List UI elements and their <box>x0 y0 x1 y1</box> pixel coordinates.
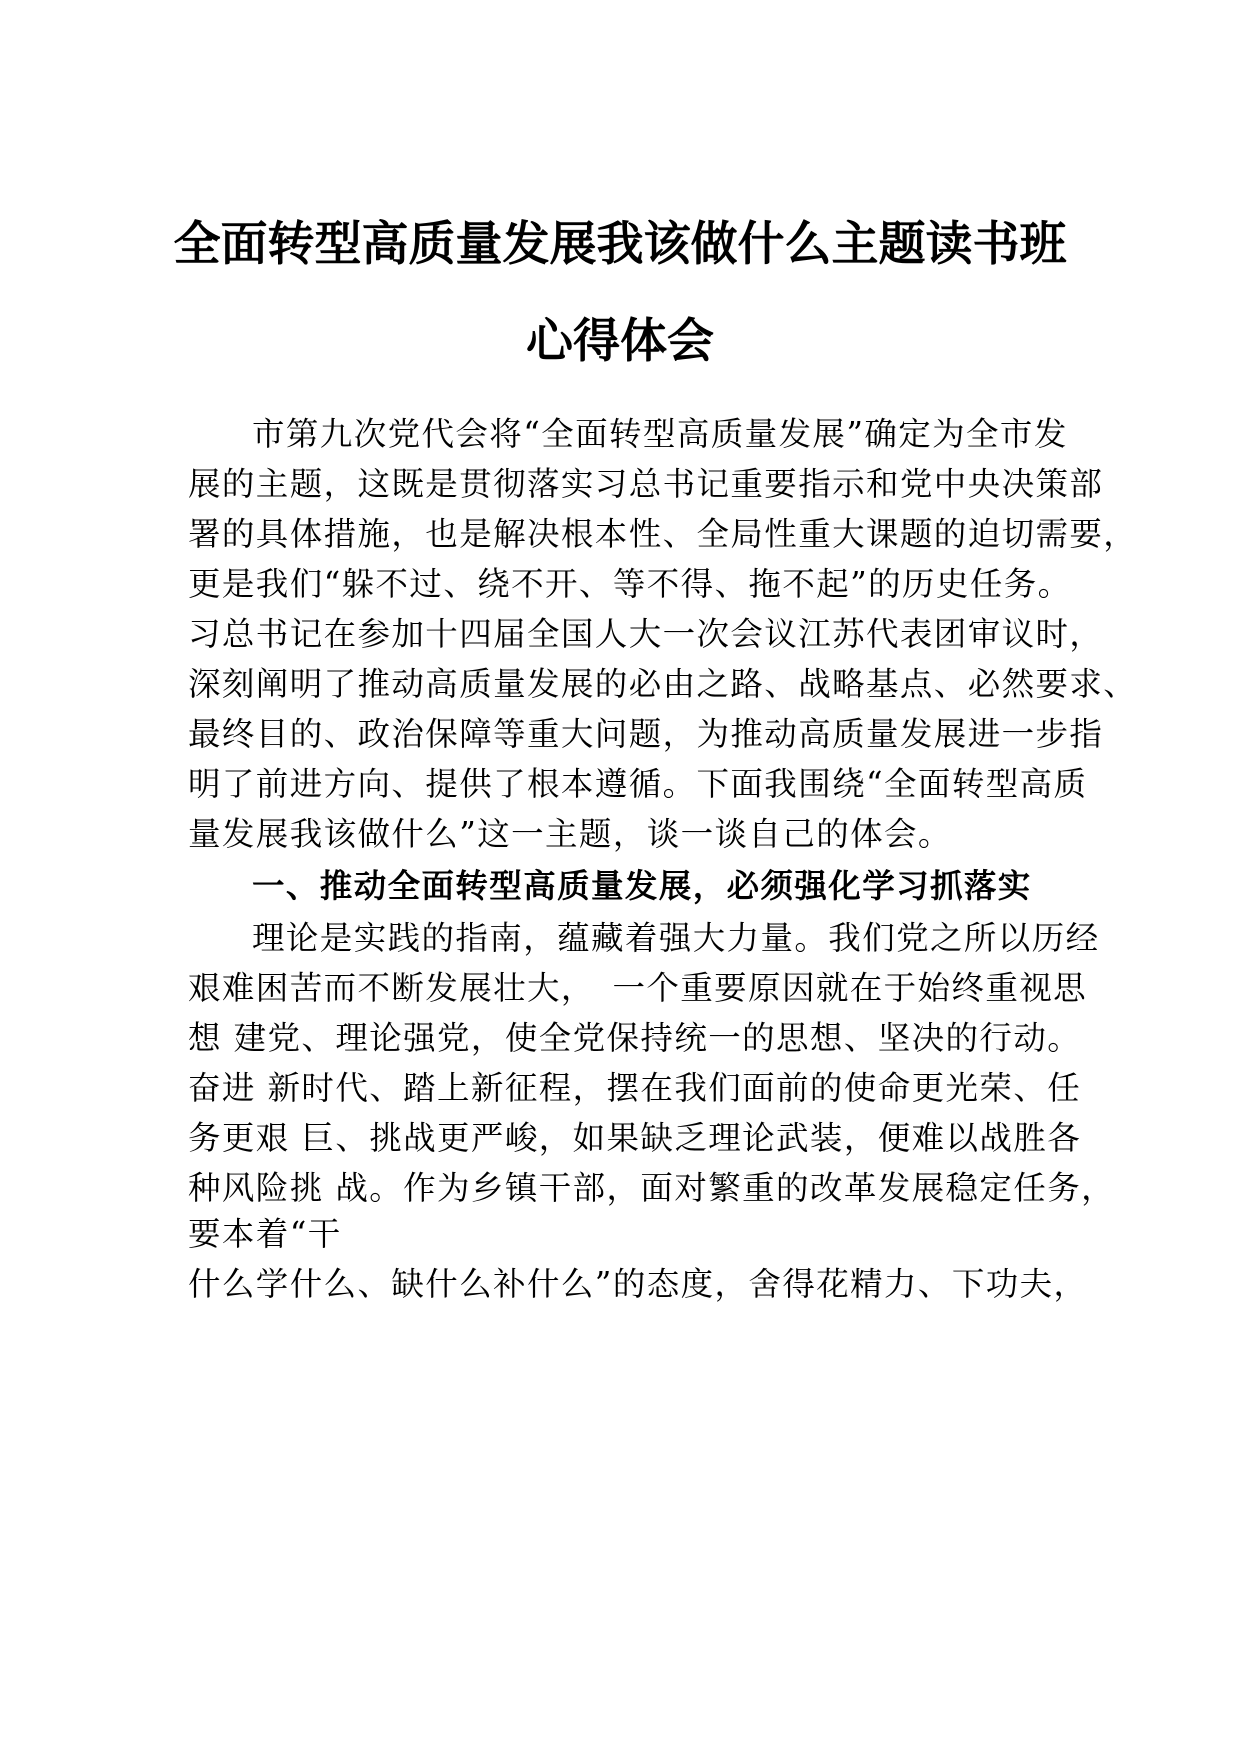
paragraph-line: 艰难困苦而不断发展壮大， 一个重要原因就在于始终重视思 <box>188 969 1088 1007</box>
paragraph-line: 署的具体措施，也是解决根本性、全局性重大课题的迫切需要， <box>188 515 1138 553</box>
paragraph-line: 什么学什么、缺什么补什么”的态度，舍得花精力、下功夫， <box>188 1265 1088 1303</box>
paragraph-line: 市第九次党代会将“全面转型高质量发展”确定为全市发 <box>252 415 1068 453</box>
paragraph-line: 要本着“干 <box>188 1215 342 1253</box>
paragraph-line: 奋进 新时代、踏上新征程，摆在我们面前的使命更光荣、任 <box>188 1069 1082 1107</box>
paragraph-line: 量发展我该做什么”这一主题，谈一谈自己的体会。 <box>188 815 952 853</box>
paragraph-line: 理论是实践的指南，蕴藏着强大力量。我们党之所以历经 <box>252 919 1100 957</box>
document-title-line-1: 全面转型高质量发展我该做什么主题读书班 <box>173 217 1067 272</box>
paragraph-line: 务更艰 巨、挑战更严峻，如果缺乏理论武装，便难以战胜各 <box>188 1119 1082 1157</box>
paragraph-line: 展的主题，这既是贯彻落实习总书记重要指示和党中央决策部 <box>188 465 1104 503</box>
section-heading: 一、推动全面转型高质量发展，必须强化学习抓落实 <box>252 866 1032 905</box>
paragraph-line: 想 建党、理论强党，使全党保持统一的思想、坚决的行动。 <box>188 1019 1082 1057</box>
paragraph-line: 最终目的、政治保障等重大问题，为推动高质量发展进一步指 <box>188 715 1104 753</box>
document-title-line-2: 心得体会 <box>526 314 714 369</box>
paragraph-line: 更是我们“躲不过、绕不开、等不得、拖不起”的历史任务。 <box>188 565 1072 603</box>
paragraph-line: 深刻阐明了推动高质量发展的必由之路、战略基点、必然要求、 <box>188 665 1138 703</box>
paragraph-line: 种风险挑 战。作为乡镇干部，面对繁重的改革发展稳定任务， <box>188 1169 1116 1207</box>
paragraph-line: 习总书记在参加十四届全国人大一次会议江苏代表团审议时， <box>188 615 1104 653</box>
paragraph-line: 明了前进方向、提供了根本遵循。下面我围绕“全面转型高质 <box>188 765 1088 803</box>
